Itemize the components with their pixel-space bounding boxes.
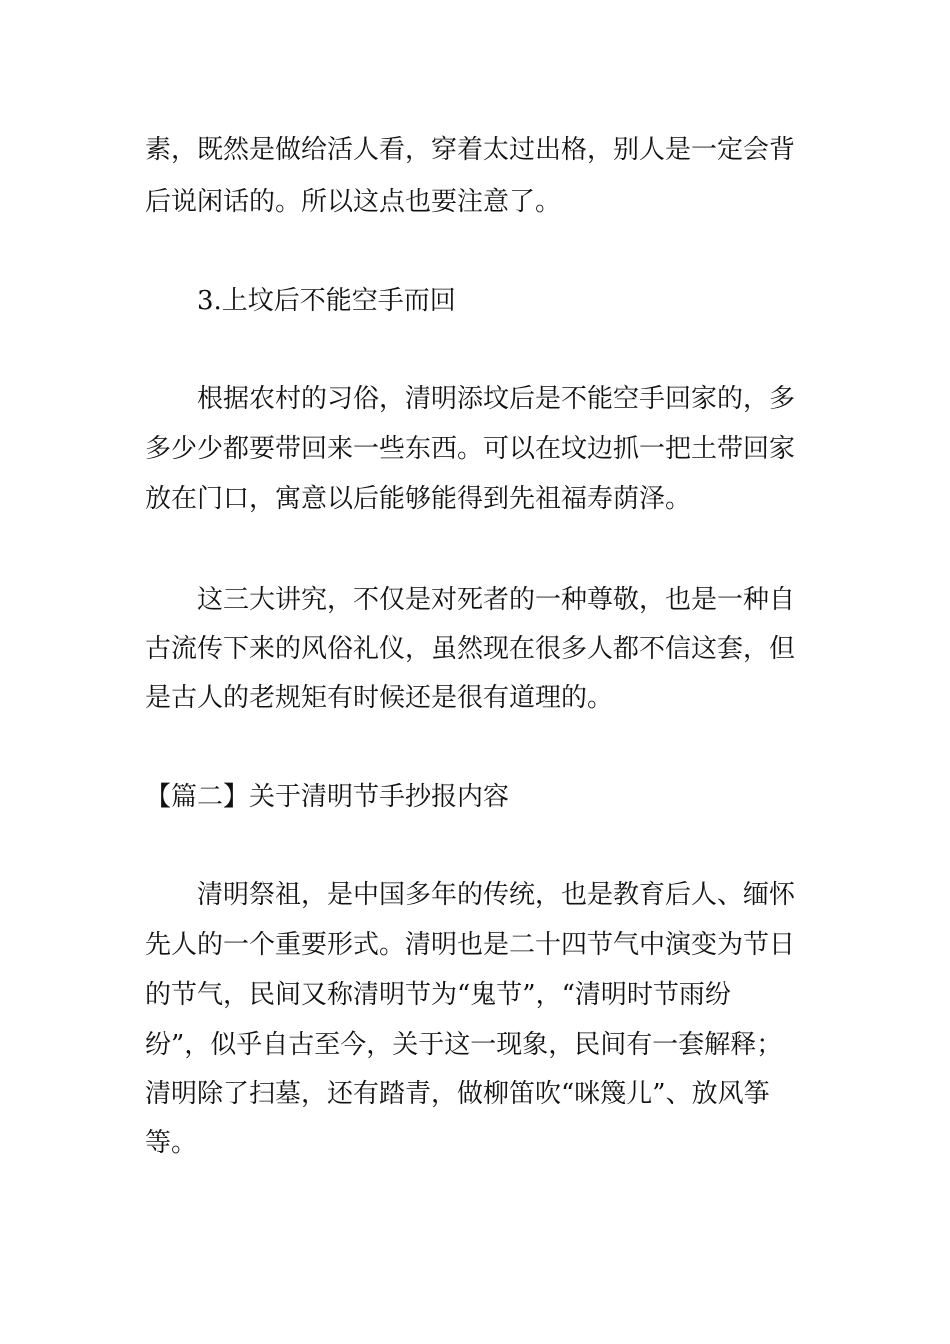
paragraph-line: 清明除了扫墓，还有踏青，做柳笛吹“咪篾儿”、放风筝 [145, 1079, 770, 1109]
paragraph-line: 根据农村的习俗，清明添坟后是不能空手回家的，多 [197, 384, 796, 414]
paragraph-line: 古流传下来的风俗礼仪，虽然现在很多人都不信这套，但 [145, 634, 796, 664]
paragraph-line: 先人的一个重要形式。清明也是二十四节气中演变为节日 [145, 930, 796, 960]
paragraph-line: 后说闲话的。所以这点也要注意了。 [145, 187, 562, 217]
paragraph-line: 多少少都要带回来一些东西。可以在坟边抓一把土带回家 [145, 434, 796, 464]
paragraph-line: 放在门口，寓意以后能够能得到先祖福寿荫泽。 [145, 484, 692, 514]
paragraph-line: 是古人的老规矩有时候还是很有道理的。 [145, 683, 614, 713]
paragraph-line: 纷”，似乎自古至今，关于这一现象，民间有一套解释； [145, 1030, 783, 1060]
section-heading: 【篇二】关于清明节手抄报内容 [145, 782, 510, 812]
paragraph-line: 清明祭祖，是中国多年的传统，也是教育后人、缅怀 [197, 880, 796, 910]
paragraph-line: 这三大讲究，不仅是对死者的一种尊敬，也是一种自 [197, 585, 796, 615]
paragraph-line: 等。 [145, 1128, 198, 1158]
paragraph-line: 的节气，民间又称清明节为“鬼节”，“清明时节雨纷 [145, 980, 731, 1010]
subheading: 3.上坟后不能空手而回 [197, 286, 456, 316]
paragraph-line: 素，既然是做给活人看，穿着太过出格，别人是一定会背 [145, 135, 796, 165]
